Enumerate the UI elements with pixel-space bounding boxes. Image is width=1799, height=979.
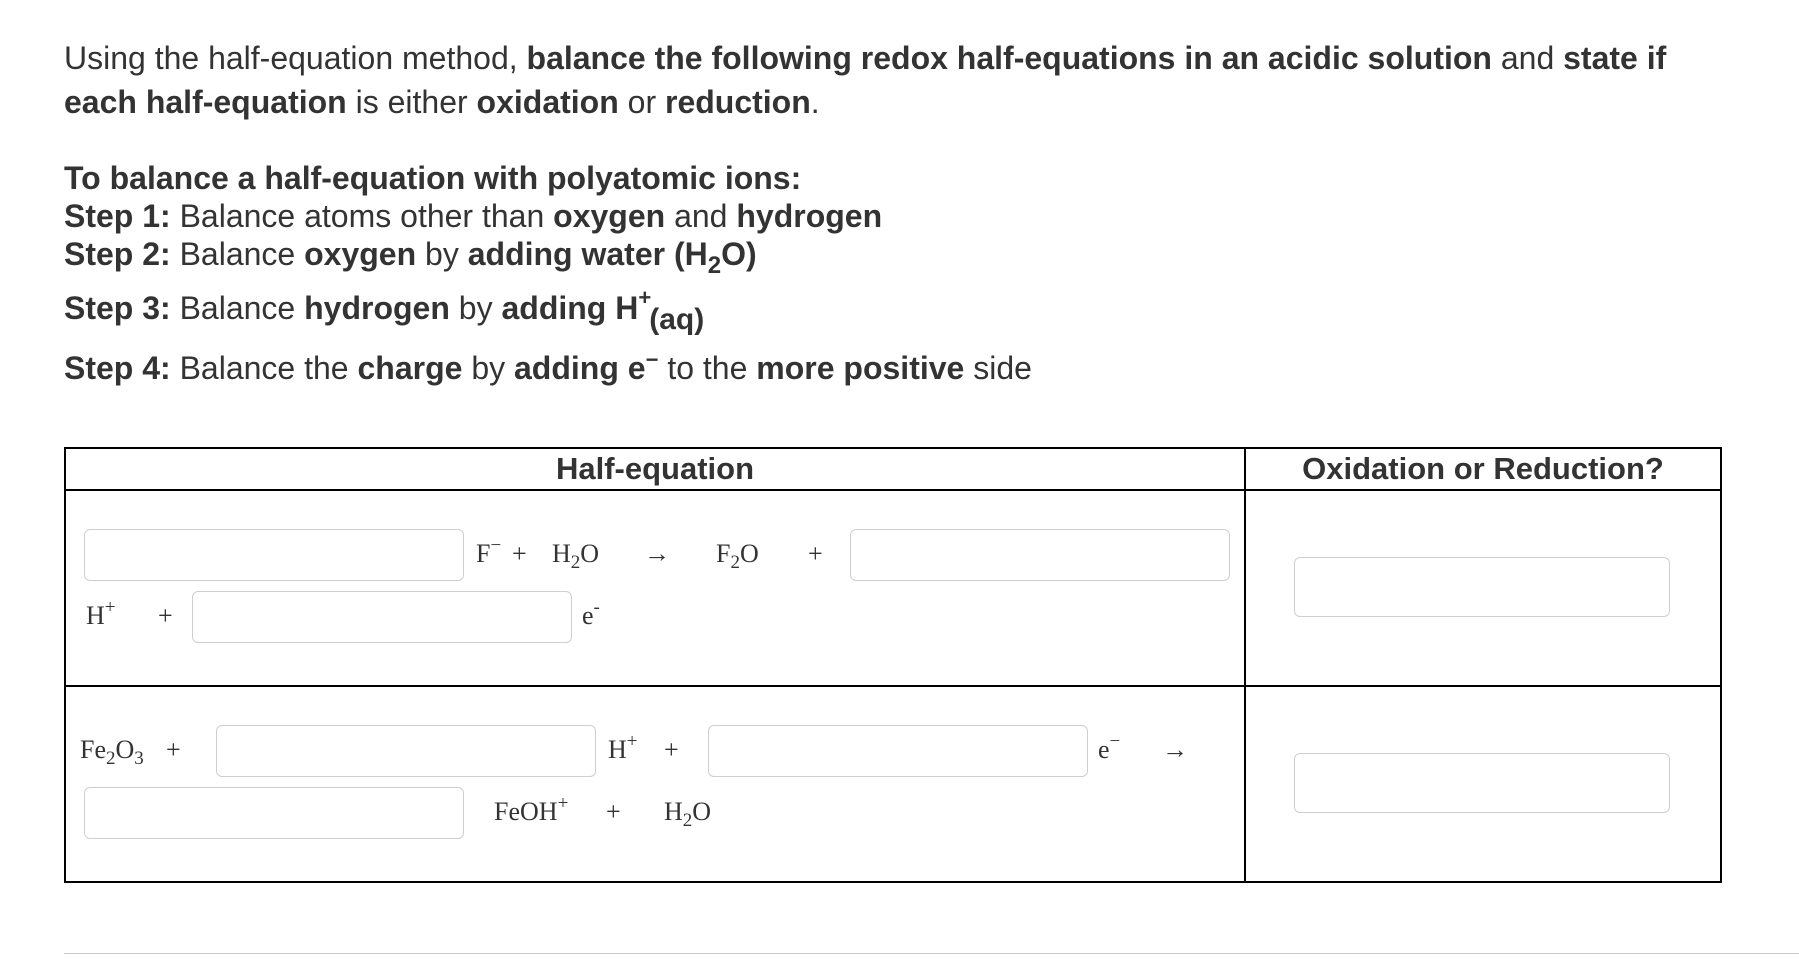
step-1	[64, 198, 882, 235]
step-bold: charge	[357, 350, 463, 386]
half-equation-table	[64, 447, 1722, 883]
row2-oxidation-reduction-input[interactable]	[1294, 753, 1670, 813]
symbol: O	[739, 539, 759, 568]
symbol: H	[664, 797, 683, 826]
row1-plus-2: +	[808, 539, 823, 568]
row1-arrow: →	[644, 539, 670, 568]
symbol: H	[608, 735, 627, 764]
row2-plus-2: +	[664, 735, 679, 764]
step-bold: adding water (H	[467, 236, 708, 272]
superscript: +	[626, 731, 638, 752]
step-label: Step 1:	[64, 198, 171, 234]
row1-fluoride	[476, 535, 502, 569]
step-label: Step 4:	[64, 350, 171, 386]
row1-equation-cell	[65, 490, 1245, 686]
step-text: to the	[658, 350, 757, 386]
step-text: by	[462, 350, 514, 386]
row1-plus: +	[512, 539, 527, 568]
row2-electron	[1098, 731, 1121, 765]
row1-answer-cell	[1245, 490, 1721, 686]
symbol: e	[1098, 735, 1110, 764]
instructions-text: is either	[346, 84, 477, 120]
subscript: 3	[134, 748, 144, 769]
header-oxidation-or-reduction: Oxidation or Reduction?	[1245, 448, 1721, 490]
instructions-text: and	[1491, 40, 1564, 76]
step-bold: oxygen	[553, 198, 666, 234]
step-3	[64, 285, 705, 336]
instructions-bold-oxidation: oxidation	[476, 84, 619, 120]
row2-plus: +	[166, 735, 181, 764]
step-label: Step 2:	[64, 236, 171, 272]
row1-f2o	[716, 539, 759, 573]
symbol: O	[692, 797, 712, 826]
row1-coefficient-input-1[interactable]	[84, 529, 464, 581]
subscript: 2	[570, 552, 581, 573]
table-row	[65, 686, 1721, 882]
symbol: H	[552, 539, 571, 568]
bottom-divider	[64, 953, 1799, 954]
step-bold: adding e	[514, 350, 646, 386]
step-superscript: −	[645, 347, 659, 372]
symbol: O	[580, 539, 600, 568]
row2-equation-cell	[65, 686, 1245, 882]
row1-plus-3: +	[158, 601, 173, 630]
superscript: +	[104, 597, 116, 618]
step-bold: more positive	[756, 350, 965, 386]
superscript: -	[593, 597, 600, 618]
row1-hydrogen-ion	[86, 597, 116, 631]
symbol: F	[716, 539, 731, 568]
symbol: Fe	[80, 735, 106, 764]
step-text: Balance	[170, 290, 305, 326]
row2-plus-3: +	[606, 797, 621, 826]
row1-oxidation-reduction-input[interactable]	[1294, 557, 1670, 617]
instructions-text: or	[618, 84, 665, 120]
step-text: Balance	[170, 236, 305, 272]
instructions-bold-state: state if each half-equation	[64, 40, 1667, 120]
row1-water	[552, 539, 600, 573]
symbol: FeOH	[494, 797, 558, 826]
header-half-equation: Half-equation	[65, 448, 1245, 490]
step-4	[64, 347, 1032, 387]
row2-answer-cell	[1245, 686, 1721, 882]
step-bold: oxygen	[304, 236, 417, 272]
step-text: Balance atoms other than	[170, 198, 554, 234]
step-superscript: +	[638, 285, 652, 310]
step-bold: adding H	[501, 290, 639, 326]
step-text: Balance the	[170, 350, 358, 386]
table-header-row	[65, 448, 1721, 490]
step-bold: O)	[721, 236, 757, 272]
step-text: and	[665, 198, 737, 234]
row1-coefficient-input-2[interactable]	[850, 529, 1230, 581]
row2-water	[664, 797, 712, 831]
instructions-bold-reduction: reduction	[664, 84, 811, 120]
subscript: 2	[682, 810, 693, 831]
step-subscript: 2	[707, 252, 722, 279]
instructions-text: Using the half-equation method,	[64, 40, 527, 76]
step-2	[64, 236, 757, 279]
row2-coefficient-input-2[interactable]	[708, 725, 1088, 777]
row2-feoh	[494, 793, 569, 827]
superscript: +	[557, 793, 569, 814]
symbol: O	[115, 735, 135, 764]
step-bold: hydrogen	[304, 290, 450, 326]
row2-iron-oxide	[80, 735, 144, 769]
step-bold: hydrogen	[736, 198, 883, 234]
step-aq: (aq)	[649, 303, 705, 336]
superscript: −	[1109, 731, 1121, 752]
row1-coefficient-input-3[interactable]	[192, 591, 572, 643]
step-text: by	[416, 236, 468, 272]
step-text: by	[449, 290, 502, 326]
table-row	[65, 490, 1721, 686]
row2-coefficient-input-1[interactable]	[216, 725, 596, 777]
method-heading: To balance a half-equation with polyatomic ions:	[64, 160, 802, 196]
superscript: −	[490, 535, 502, 556]
subscript: 2	[106, 748, 116, 769]
step-label: Step 3:	[64, 290, 171, 326]
row2-hydrogen-ion	[608, 731, 638, 765]
row2-coefficient-input-3[interactable]	[84, 787, 464, 839]
instructions-paragraph	[64, 36, 1724, 124]
symbol: e	[582, 601, 594, 630]
symbol: F	[476, 539, 491, 568]
subscript: 2	[730, 552, 740, 573]
symbol: H	[86, 601, 105, 630]
step-text: side	[964, 350, 1032, 386]
row1-electron	[582, 597, 600, 631]
row2-arrow: →	[1162, 735, 1188, 764]
instructions-text: .	[810, 84, 820, 120]
instructions-bold-balance: balance the following redox half-equations in an acidic solution	[526, 40, 1492, 76]
